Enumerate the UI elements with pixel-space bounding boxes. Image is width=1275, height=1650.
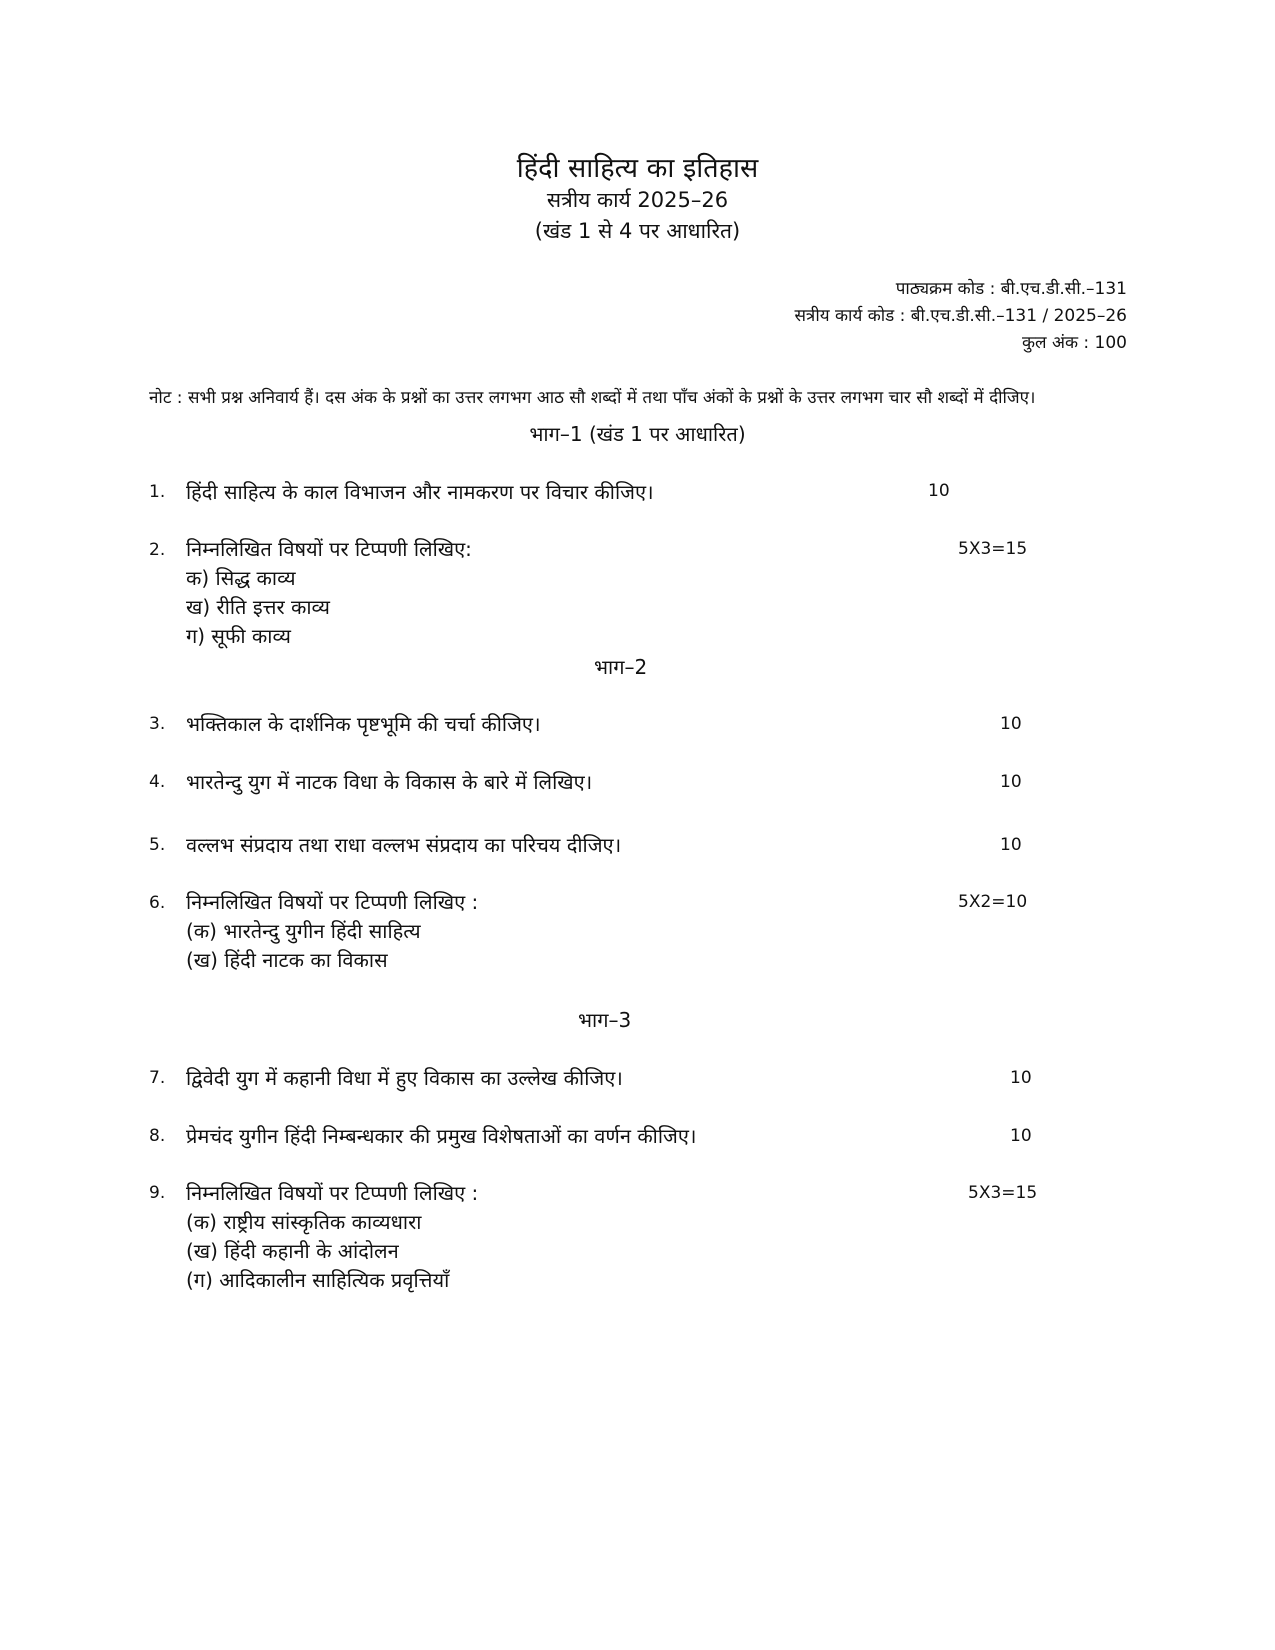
question-text: वल्लभ संप्रदाय तथा राधा वल्लभ संप्रदाय का परिचय दीजिए। [186, 833, 622, 857]
question-text: भक्तिकाल के दार्शनिक पृष्टभूमि की चर्चा कीजिए। [186, 712, 541, 736]
question-text: निम्नलिखित विषयों पर टिप्पणी लिखिए: [186, 537, 472, 561]
question-marks: 10 [1010, 1126, 1032, 1146]
part-3-heading: भाग–3 [578, 1008, 632, 1032]
question-marks: 10 [1010, 1068, 1032, 1088]
question-marks: 10 [1000, 714, 1022, 734]
question-number: 5. [149, 835, 166, 855]
question-marks: 5X2=10 [958, 892, 1028, 912]
sub-question: क) सिद्ध काव्य [186, 566, 296, 590]
question-text: निम्नलिखित विषयों पर टिप्पणी लिखिए : [186, 1181, 479, 1205]
question-text: प्रेमचंद युगीन हिंदी निम्बन्धकार की प्रमुख विशेषताओं का वर्णन कीजिए। [186, 1124, 697, 1148]
sub-question: (ख) हिंदी नाटक का विकास [186, 948, 388, 972]
sub-question: ख) रीति इत्तर काव्य [186, 595, 330, 619]
assignment-code: सत्रीय कार्य कोड : बी.एच.डी.सी.–131 / 2025–26 [794, 306, 1127, 326]
question-number: 4. [149, 772, 166, 792]
document-subtitle: सत्रीय कार्य 2025–26 [546, 188, 729, 212]
sub-question: (क) राष्ट्रीय सांस्कृतिक काव्यधारा [186, 1210, 422, 1234]
total-marks: कुल अंक : 100 [1021, 333, 1127, 353]
instructions-note: नोट : सभी प्रश्न अनिवार्य हैं। दस अंक के प्रश्नों का उत्तर लगभग आठ सौ शब्दों में तथा पाँच अंकों के प्रश्नों के उत्तर लगभग चार सौ शब्दों में दीजिए। [149, 388, 1036, 408]
question-number: 3. [149, 714, 166, 734]
part-1-heading: भाग–1 (खंड 1 पर आधारित) [529, 422, 746, 446]
question-text: हिंदी साहित्य के काल विभाजन और नामकरण पर विचार कीजिए। [186, 480, 654, 504]
question-number: 9. [149, 1183, 166, 1203]
question-marks: 10 [1000, 835, 1022, 855]
question-text: द्विवेदी युग में कहानी विधा में हुए विकास का उल्लेख कीजिए। [186, 1066, 623, 1090]
sub-question: (ग) आदिकालीन साहित्यिक प्रवृत्तियाँ [186, 1268, 450, 1292]
sub-question: ग) सूफी काव्य [186, 624, 291, 648]
question-marks: 10 [928, 481, 950, 501]
question-number: 7. [149, 1068, 166, 1088]
question-marks: 10 [1000, 772, 1022, 792]
question-text: निम्नलिखित विषयों पर टिप्पणी लिखिए : [186, 890, 479, 914]
question-marks: 5X3=15 [968, 1183, 1038, 1203]
sub-question: (ख) हिंदी कहानी के आंदोलन [186, 1239, 399, 1263]
question-text: भारतेन्दु युग में नाटक विधा के विकास के बारे में लिखिए। [186, 770, 593, 794]
question-number: 6. [149, 893, 166, 913]
question-marks: 5X3=15 [958, 539, 1028, 559]
question-number: 1. [149, 482, 166, 502]
document-title: हिंदी साहित्य का इतिहास [516, 153, 759, 184]
document-basis: (खंड 1 से 4 पर आधारित) [534, 219, 741, 243]
part-2-heading: भाग–2 [594, 655, 648, 679]
question-number: 2. [149, 540, 166, 560]
question-number: 8. [149, 1126, 166, 1146]
sub-question: (क) भारतेन्दु युगीन हिंदी साहित्य [186, 919, 421, 943]
course-code: पाठ्यक्रम कोड : बी.एच.डी.सी.–131 [895, 279, 1127, 299]
